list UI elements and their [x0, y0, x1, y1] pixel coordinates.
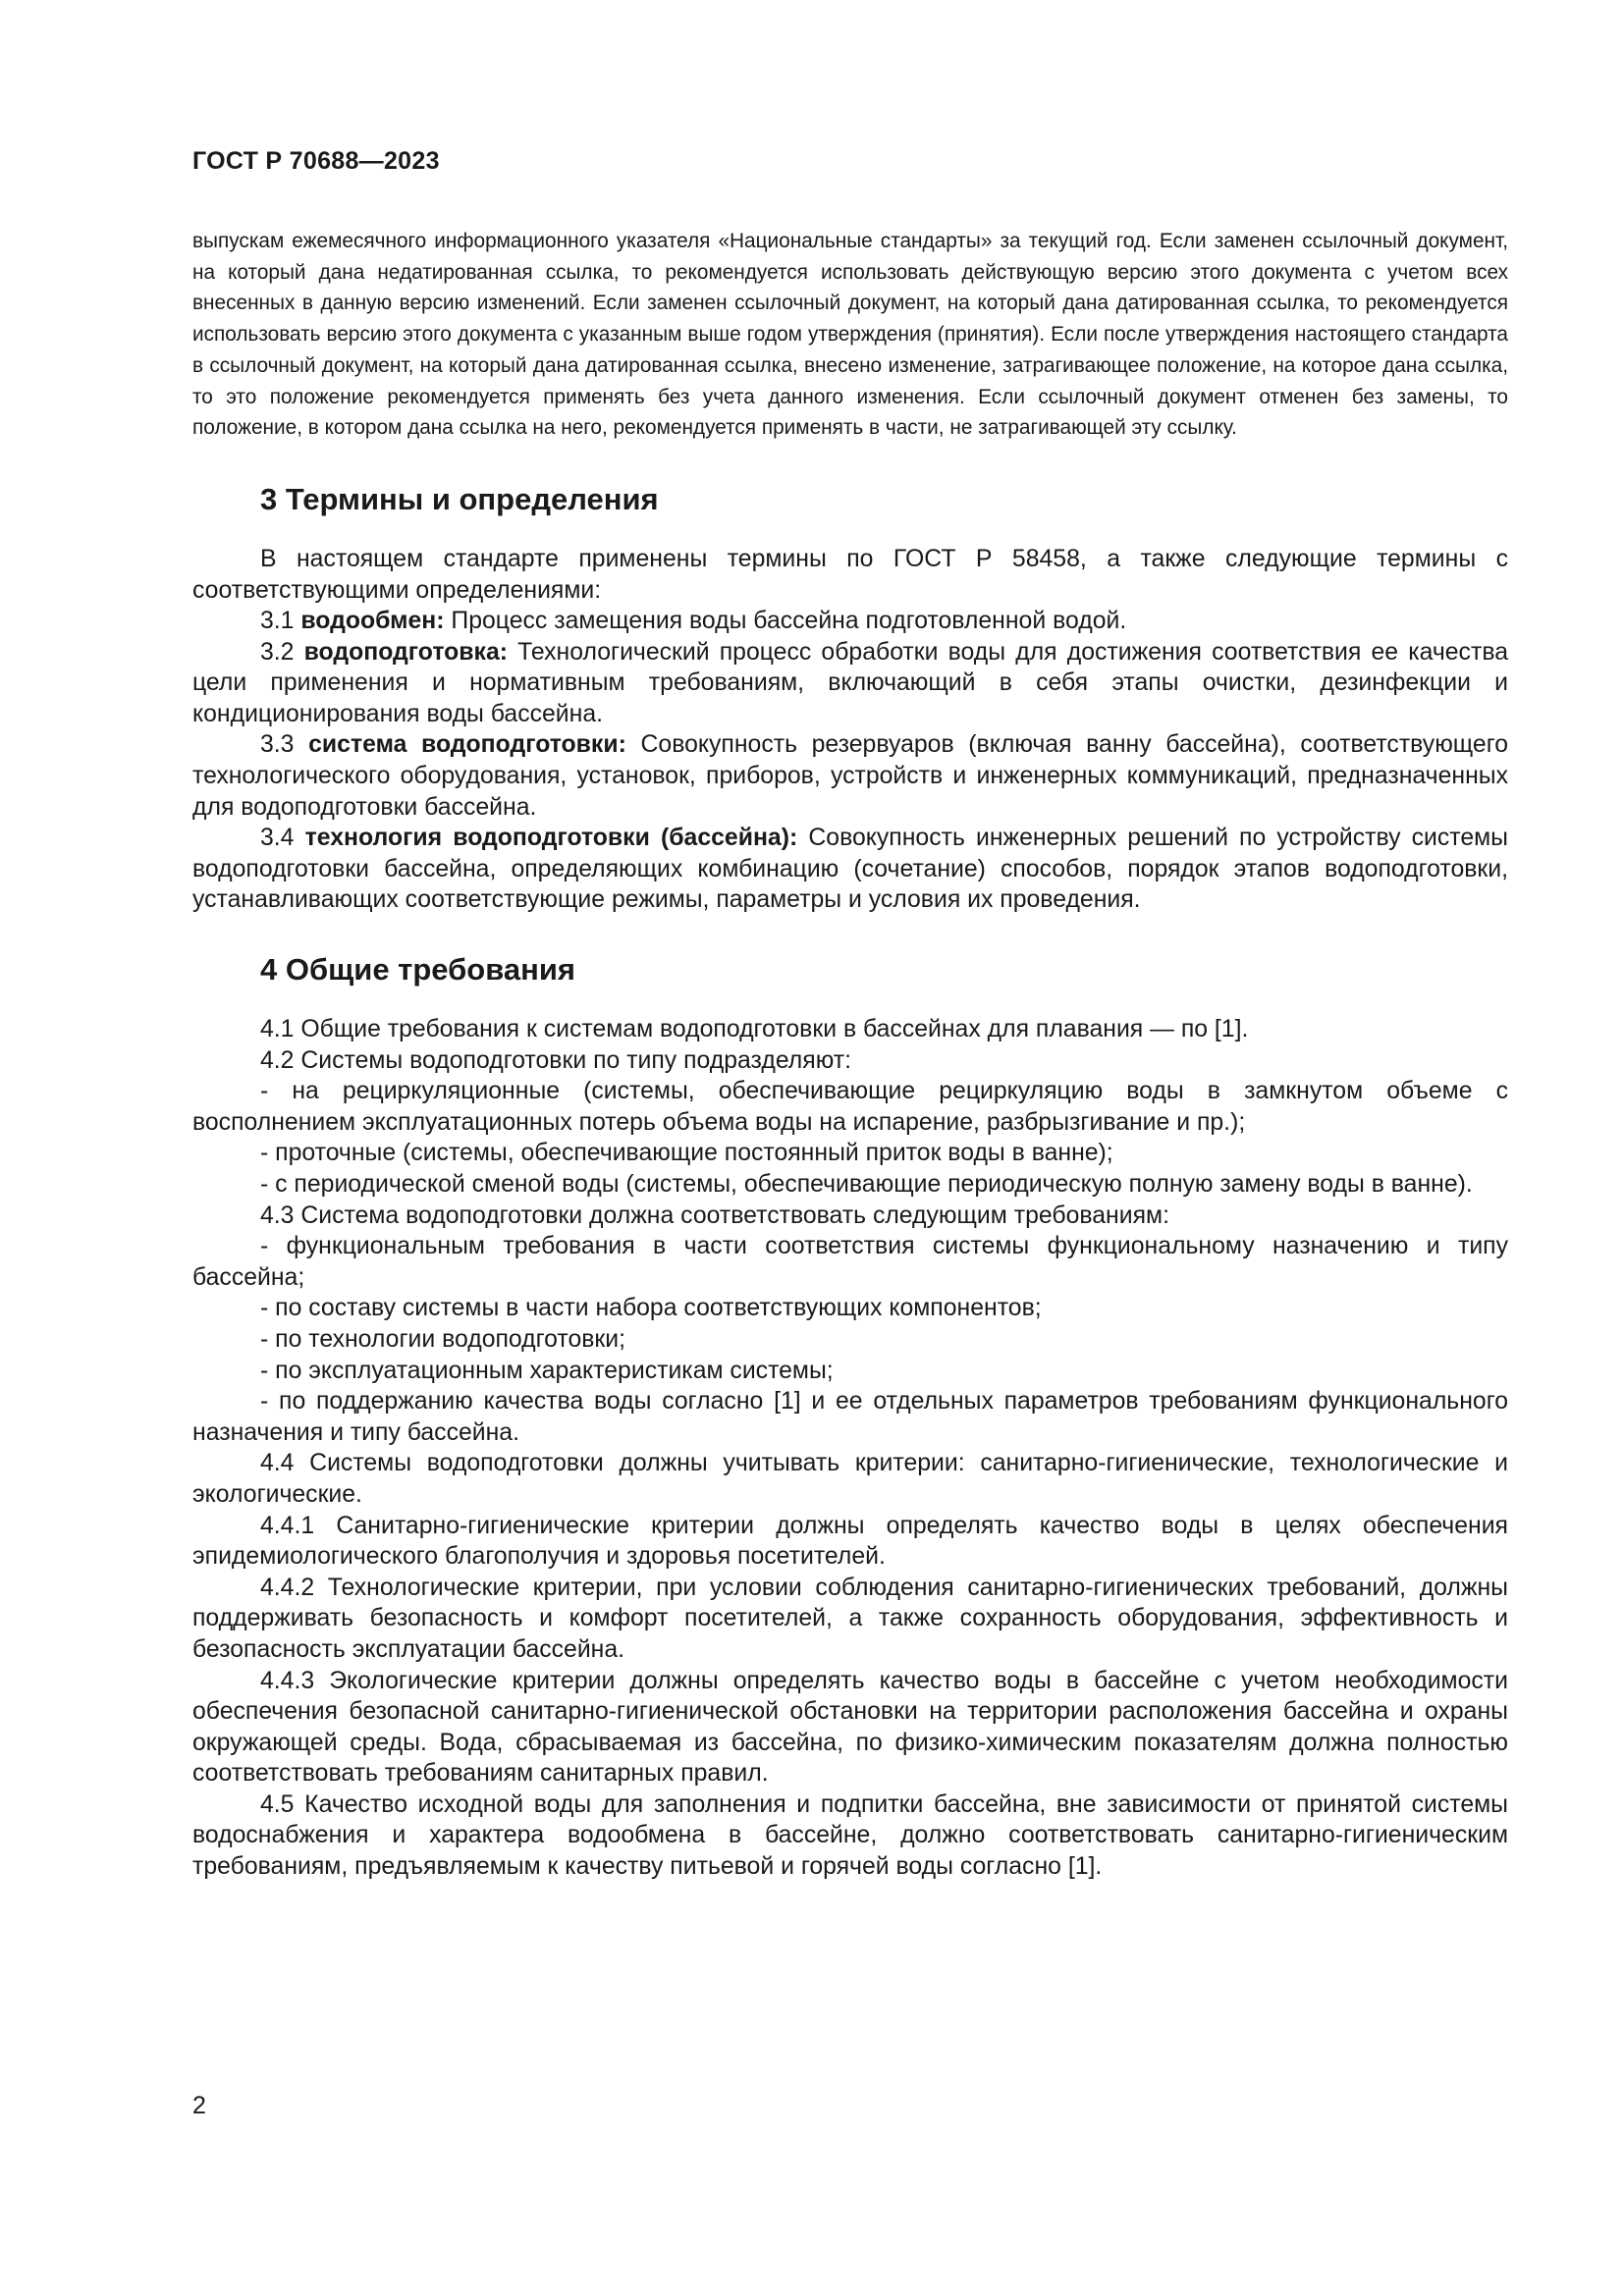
- term-number: 3.1: [260, 608, 295, 635]
- page-content: [192, 226, 1508, 1883]
- list-item: - по составу системы в части набора соответствующих компонентов;: [260, 1295, 1042, 1322]
- clause-4-4-3: 4.4.3 Экологические критерии должны определять качество воды в бассейне с учетом необходимости обеспечения безопасной санитарно-гигиенической обстановки на территории расположения бассейна и охраны окружающей среды. Вода, сбрасываемая из бассейна, по физико-химическим показателям должна полностью соответствовать требованиям санитарных правил.: [192, 1667, 1508, 1788]
- list-item: - с периодической сменой воды (системы, обеспечивающие периодическую полную замену воды в ванне).: [260, 1171, 1473, 1199]
- document-code-header: ГОСТ Р 70688—2023: [192, 147, 440, 175]
- intro-paragraph: выпускам ежемесячного информационного указателя «Национальные стандарты» за текущий год. Если заменен ссылочный документ, на который дана недатированная ссылка, то рекомендуется использовать действующую версию этого документа с учетом всех внесенных в данную версию изменений. Если заменен ссылочный документ, на который дана датированная ссылка, то рекомендуется использовать версию этого документа с указанным выше годом утверждения (принятия). Если после утверждения настоящего стандарта в ссылочный документ, на который дана датированная ссылка, внесено изменение, затрагивающее положение, на которое дана ссылка, то это положение рекомендуется применять без учета данного изменения. Если ссылочный документ отменен без замены, то положение, в котором дана ссылка на него, рекомендуется применять в части, не затрагивающей эту ссылку.: [192, 230, 1508, 440]
- list-item: - по поддержанию качества воды согласно [1] и ее отдельных параметров требованиям функционального назначения и типу бассейна.: [192, 1388, 1508, 1446]
- term-number: 3.3: [260, 731, 295, 759]
- term-name: технология водоподготовки (бассейна):: [304, 825, 798, 852]
- term-name: система водоподготовки:: [308, 731, 626, 759]
- term-definition: Процесс замещения воды бассейна подготовленной водой.: [451, 608, 1127, 635]
- section-3-title: 3 Термины и определения: [260, 481, 659, 516]
- clause-4-5: 4.5 Качество исходной воды для заполнения и подпитки бассейна, вне зависимости от принятой системы водоснабжения и характера водообмена в бассейне, должно соответствовать санитарно-гигиеническим требованиям, предъявляемым к качеству питьевой и горячей воды согласно [1].: [192, 1790, 1508, 1881]
- term-definition: Технологический процесс обработки воды для достижения соответствия ее качества цели применения и нормативным требованиям, включающий в себя этапы очистки, дезинфекции и кондиционирования воды бассейна.: [192, 638, 1509, 727]
- clause-4-4-1: 4.4.1 Санитарно-гигиенические критерии должны определять качество воды в целях обеспечения эпидемиологического благополучия и здоровья посетителей.: [192, 1512, 1508, 1571]
- term-name: водоподготовка:: [303, 638, 508, 666]
- list-item: - функциональным требования в части соответствия системы функциональному назначению и типу бассейна;: [192, 1233, 1508, 1291]
- clause-4-1: 4.1 Общие требования к системам водоподготовки в бассейнах для плавания — по [1].: [260, 1016, 1249, 1043]
- list-item: - по эксплуатационным характеристикам системы;: [260, 1357, 834, 1384]
- section-3-intro: В настоящем стандарте применены термины по ГОСТ Р 58458, а также следующие термины с соответствующими определениями:: [192, 545, 1508, 604]
- term-3-1: [192, 606, 1508, 637]
- clause-4-3: 4.3 Система водоподготовки должна соответствовать следующим требованиям:: [260, 1201, 1169, 1229]
- term-name: водообмен:: [300, 608, 445, 635]
- term-number: 3.4: [260, 825, 295, 852]
- page-number: 2: [192, 2092, 206, 2119]
- term-3-2: [192, 637, 1508, 730]
- list-item: - на рециркуляционные (системы, обеспечивающие рециркуляцию воды в замкнутом объеме с восполнением эксплуатационных потерь объема воды на испарение, разбрызгивание и пр.);: [192, 1078, 1508, 1136]
- term-definition: Совокупность инженерных решений по устройству системы водоподготовки бассейна, определяющих комбинацию (сочетание) способов, порядок этапов водоподготовки, устанавливающих соответствующие режимы, параметры и условия их проведения.: [192, 825, 1509, 914]
- clause-4-2: 4.2 Системы водоподготовки по типу подразделяют:: [260, 1046, 852, 1074]
- term-number: 3.2: [260, 638, 295, 666]
- clause-4-4-2: 4.4.2 Технологические критерии, при условии соблюдения санитарно-гигиенических требований, должны поддерживать безопасность и комфорт посетителей, а также сохранность оборудования, эффективность и безопасность эксплуатации бассейна.: [192, 1574, 1508, 1663]
- term-3-3: [192, 729, 1508, 823]
- list-item: - проточные (системы, обеспечивающие постоянный приток воды в ванне);: [260, 1140, 1113, 1167]
- clause-4-4: 4.4 Системы водоподготовки должны учитывать критерии: санитарно-гигиенические, технологические и экологические.: [192, 1450, 1508, 1508]
- list-item: - по технологии водоподготовки;: [260, 1325, 626, 1353]
- term-3-4: [192, 823, 1508, 916]
- term-definition: Совокупность резервуаров (включая ванну бассейна), соответствующего технологического оборудования, установок, приборов, устройств и инженерных коммуникаций, предназначенных для водоподготовки бассейна.: [192, 731, 1509, 821]
- section-4-title: 4 Общие требования: [260, 952, 575, 988]
